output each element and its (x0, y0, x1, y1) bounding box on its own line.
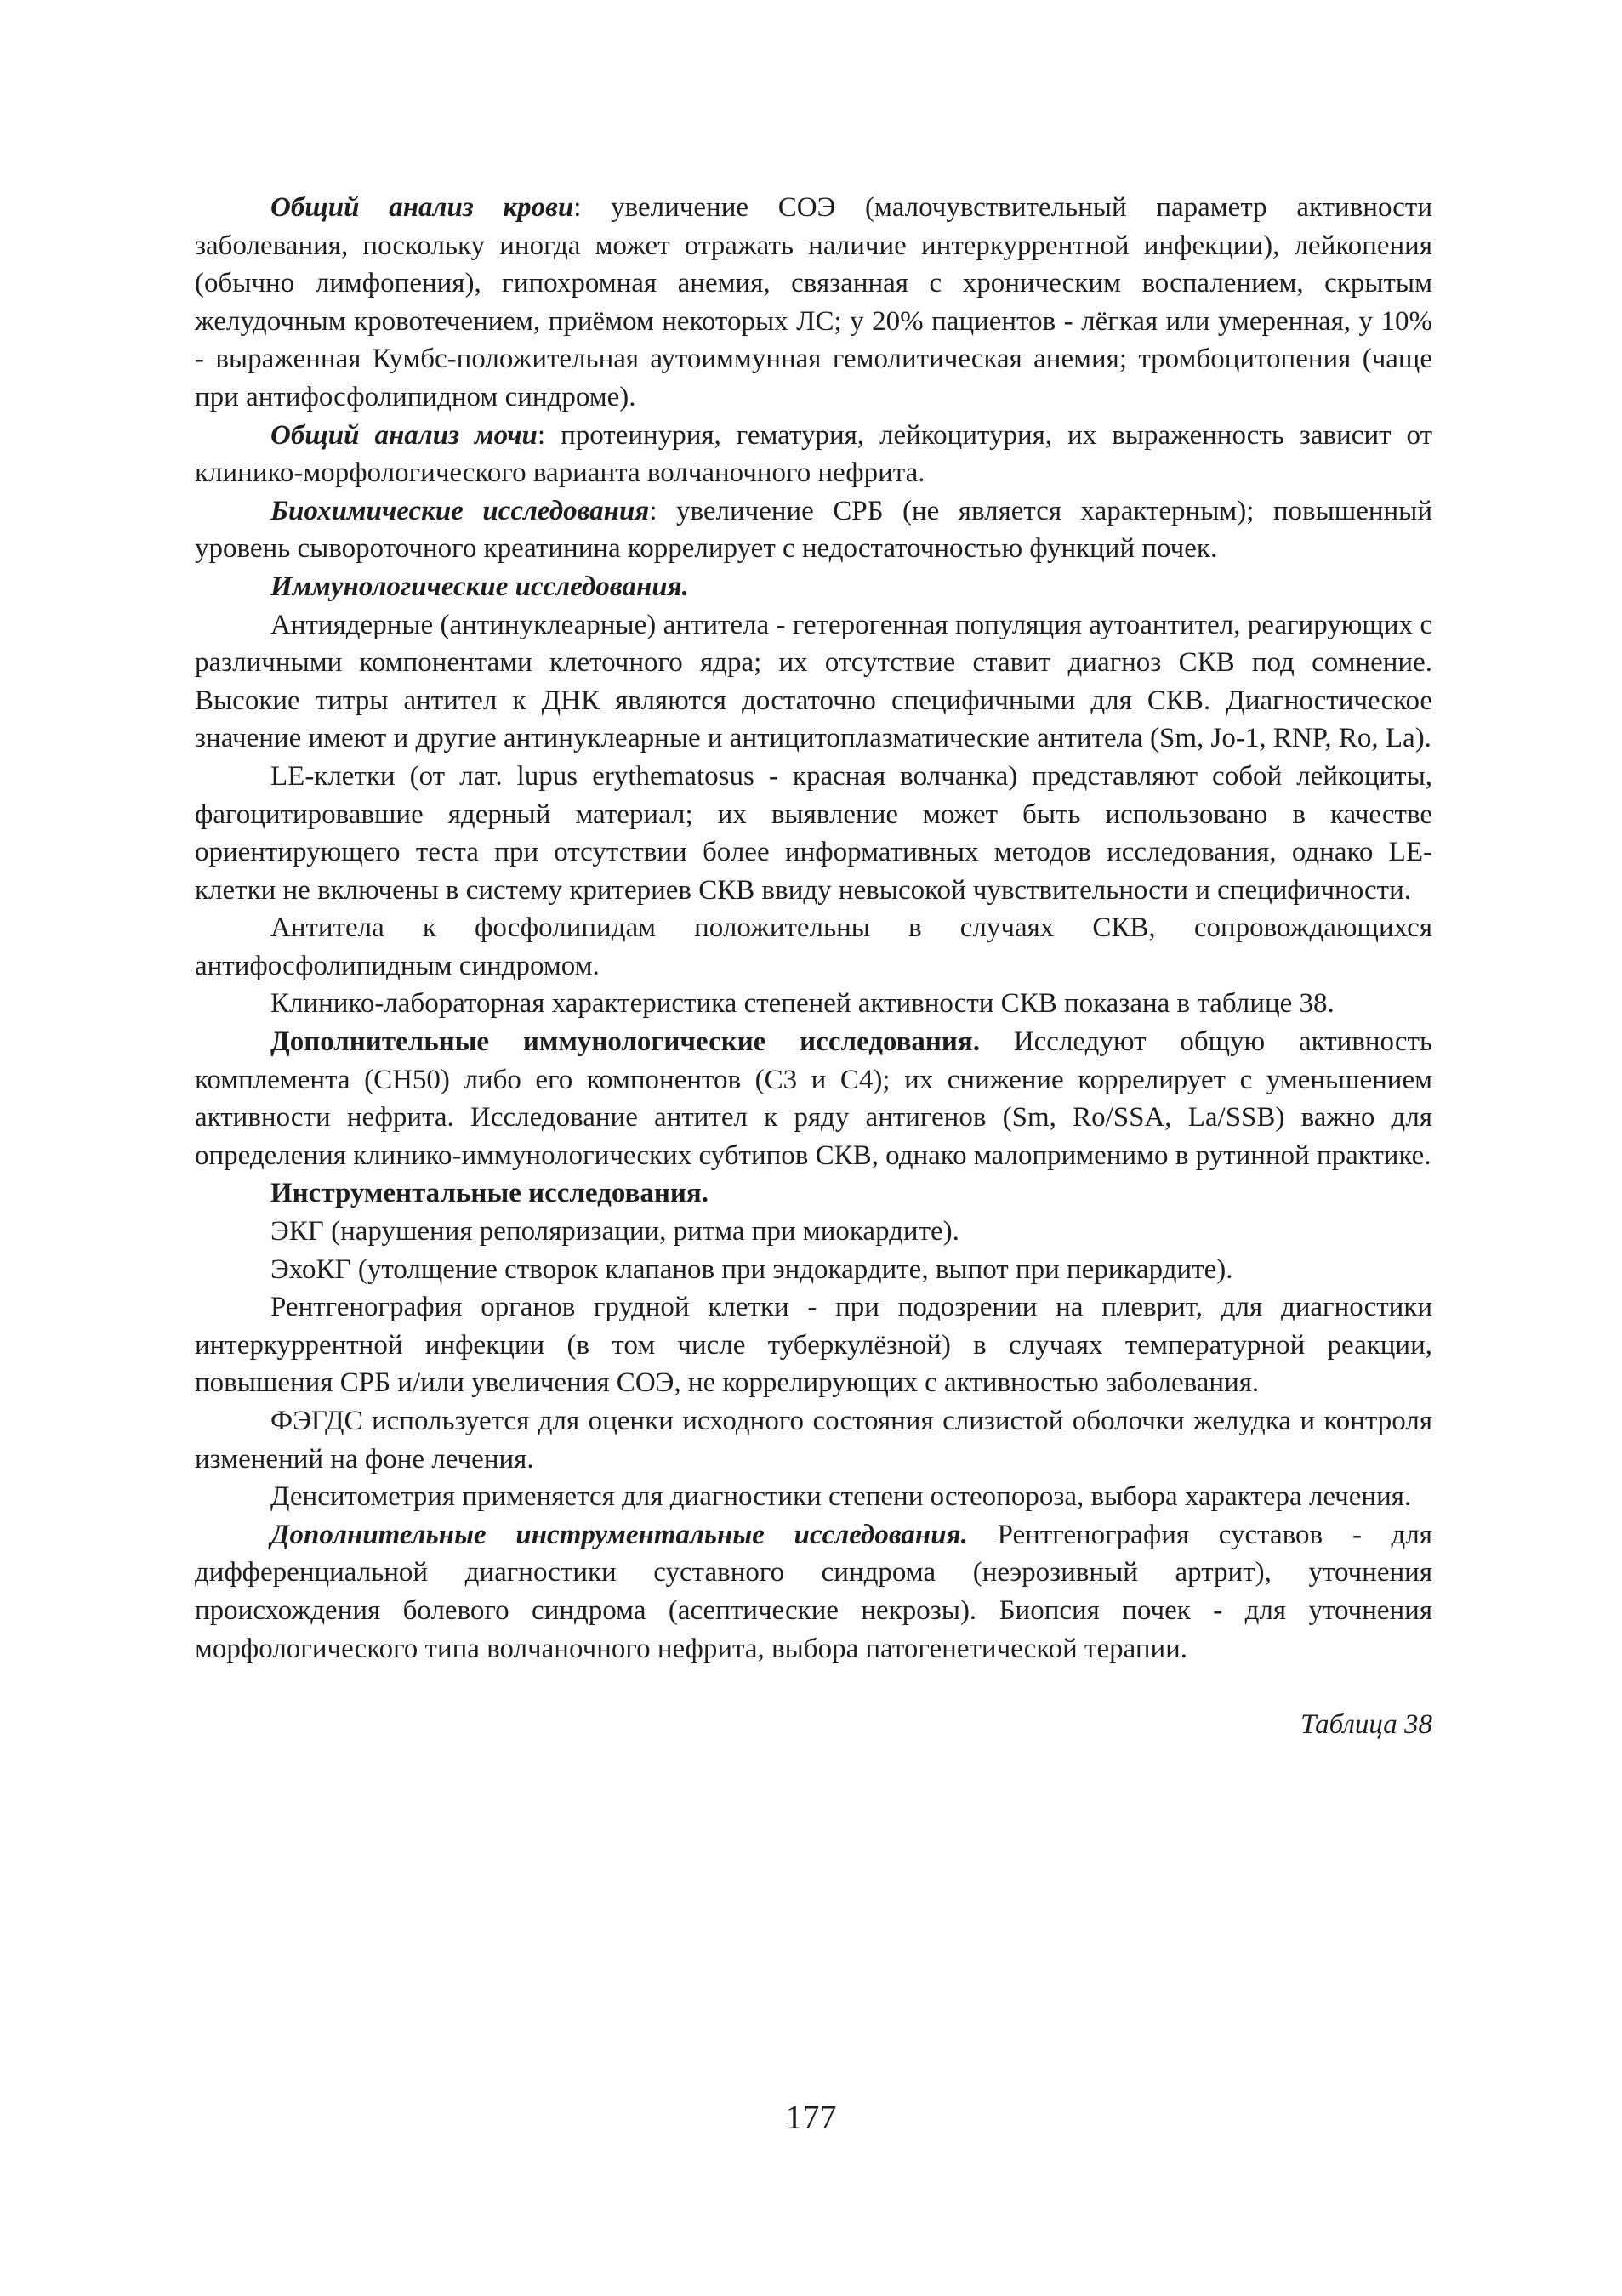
paragraph-activity-table-ref (195, 985, 1432, 1023)
label-separator (968, 1520, 998, 1550)
paragraph-text: Рентгенография суставов - для дифференциальной диагностики суставного синдрома (неэрозивный артрит), уточнения происхождения болевого синдрома (асептические некрозы). Биопсия почек - для уточнения морфологического типа волчаночного нефрита, выбора патогенетической терапии. (195, 1519, 1432, 1664)
label-separator (980, 1026, 1014, 1057)
paragraph-fegds (195, 1402, 1432, 1478)
paragraph-urine-test (195, 417, 1432, 492)
paragraph-label: Общий анализ мочи (270, 419, 538, 451)
paragraph-biochemistry (195, 492, 1432, 568)
paragraph-extra-immunology (195, 1023, 1432, 1174)
heading-immunology (195, 568, 1432, 606)
paragraph-ecg (195, 1213, 1432, 1251)
paragraph-text: Рентгенография органов грудной клетки - при подозрении на плеврит, для диагностики интеркуррентной инфекции (в том числе туберкулёзной) в случаях температурной реакции, повышения СРБ и/или увеличения СОЭ, не коррелирующих с активностью заболевания. (195, 1292, 1432, 1399)
paragraph-echo (195, 1251, 1432, 1289)
section-heading: Иммунологические исследования. (270, 571, 689, 602)
paragraph-text: ЭхоКГ (утолщение створок клапанов при эндокардите, выпот при перикардите). (270, 1253, 1233, 1285)
paragraph-text: Исследуют общую активность комплемента (СН50) либо его компонентов (С3 и С4); их снижение коррелирует с уменьшением активности нефрита. Исследование антител к ряду антигенов (Sm, Ro/SSA, La/SSB) важно для определения клинико-иммунологических субтипов СКВ, однако малоприменимо в рутинной практике. (195, 1026, 1432, 1171)
section-heading: Инструментальные исследования. (270, 1178, 709, 1209)
paragraph-text: Клинико-лабораторная характеристика степеней активности СКВ показана в таблице 38. (270, 988, 1335, 1020)
paragraph-phospholipid (195, 909, 1432, 985)
paragraph-blood-test (195, 189, 1432, 417)
page-number: 177 (785, 2098, 837, 2136)
paragraph-extra-instrumental (195, 1516, 1432, 1668)
paragraph-xray (195, 1288, 1432, 1402)
paragraph-label: Биохимические исследования (270, 495, 650, 526)
label-separator: : (537, 419, 561, 451)
page-body (195, 189, 1432, 1744)
paragraph-text: Денситометрия применяется для диагностики степени остеопороза, выбора характера лечения. (270, 1481, 1412, 1513)
paragraph-text: LE-клетки (от лат. lupus erythematosus - красная волчанка) представляют собой лейкоциты, фагоцитировавшие ядерный материал; их выявление может быть использовано в качестве ориентирующего теста при отсутствии более информативных методов исследования, однако LE-клетки не включены в систему критериев СКВ ввиду невысокой чувствительности и специфичности. (195, 760, 1432, 906)
paragraph-densitometry (195, 1478, 1432, 1516)
heading-instrumental (195, 1174, 1432, 1213)
paragraph-text: ЭКГ (нарушения реполяризации, ритма при миокардите). (270, 1216, 959, 1247)
paragraph-label: Дополнительные инструментальные исследования. (270, 1519, 968, 1550)
paragraph-text: ФЭГДС используется для оценки исходного состояния слизистой оболочки желудка и контроля изменений на фоне лечения. (195, 1406, 1432, 1475)
paragraph-text: протеинурия, гематурия, лейкоцитурия, их выраженность зависит от клинико-морфологического варианта волчаночного нефрита. (195, 419, 1433, 489)
paragraph-text: увеличение СРБ (не является характерным); повышенный уровень сывороточного креатинина коррелирует с недостаточностью функций почек. (195, 495, 1432, 565)
paragraph-le-cells (195, 758, 1432, 909)
paragraph-text: Антиядерные (антинуклеарные) антитела - гетерогенная популяция аутоантител, реагирующих с различными компонентами клеточного ядра; их отсутствие ставит диагноз СКВ под сомнение. Высокие титры антител к ДНК являются достаточно специфичными для СКВ. Диагностическое значение имеют и другие антинуклеарные и антицитоплазматические антитела (Sm, Jo-1, RNP, Ro, La). (195, 609, 1432, 754)
paragraph-text: увеличение СОЭ (малочувствительный параметр активности заболевания, поскольку иногда может отражать наличие интеркуррентной инфекции), лейкопения (обычно лимфопения), гипохромная анемия, связанная с хроническим воспалением, скрытым желудочным кровотечением, приёмом некоторых ЛС; у 20% пациентов - лёгкая или умеренная, у 10% - выраженная Кумбс-положительная аутоиммунная гемолитическая анемия; тромбоцитопения (чаще при антифосфолипидном синдроме). (195, 192, 1432, 412)
paragraph-text: Антитела к фосфолипидам положительны в случаях СКВ, сопровождающихся антифосфолипидным синдромом. (195, 912, 1432, 981)
paragraph-label: Общий анализ крови (270, 192, 574, 223)
label-separator: : (573, 192, 612, 223)
label-separator: : (649, 495, 676, 526)
paragraph-label: Дополнительные иммунологические исследования. (270, 1026, 981, 1058)
paragraph-antinuclear (195, 606, 1432, 758)
table-caption: Таблица 38 (1300, 1709, 1432, 1741)
